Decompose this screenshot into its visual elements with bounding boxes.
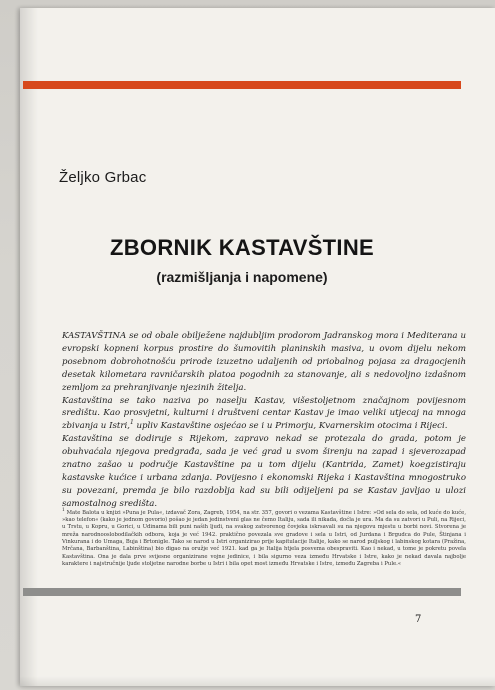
author-name: Željko Grbac — [59, 169, 147, 186]
bottom-gray-rule — [23, 588, 461, 596]
spine-shadow — [20, 8, 38, 686]
page-bottom-edge — [20, 676, 495, 686]
body-paragraph-1: KASTAVŠTINA se od obale obilježene najdubljim prodorom Jadranskog mora i Mediterana u evropski kopneni korpus prostire do šumovitih planinskih masiva, u ovom dijelu nekom posebnom dobrohotnošću prirode izuzetno udaljenih od priobalnog pojasa za dragocjenih desetak kilometara ravničarskih platoa pogodnih za stanovanje, ali s nedovoljno izdašnom zemljom za prehranjivanje njezinih žitelja. — [62, 331, 466, 393]
article-title: ZBORNIK KASTAVŠTINE — [110, 235, 374, 260]
article-subtitle: (razmišljanja i napomene) — [156, 269, 328, 285]
body-paragraph-2-continued: upliv Kastavštine osjećao se i u Primorju, Kvarnerskim otocima i Rijeci. — [133, 421, 448, 432]
footnote-reference: 1 — [129, 419, 134, 427]
book-page — [20, 8, 495, 686]
footnote — [62, 507, 466, 568]
footnote-number: 1 — [62, 508, 65, 513]
body-paragraph-3: Kastavština se dodiruje s Rijekom, zapravo nekad se protezala do grada, potom je obuhvaćala njegova predgrađa, sada je već grad u svom širenju na zapad i sjeverozapad znatno zašao u područje Kastavštine pa u tom dijelu (Kantrida, Zamet) koegzistiraju kastavske kućice i urbana zdanja. Povijesno i ekonomski Rijeka i Kastavština mnogostruko su povezani, premda je bilo razdoblja kad su bili odijeljeni pa se Kastav javljao u ulozi samostalnog središta. — [62, 434, 466, 509]
footnote-text: Mate Balota u knjizi »Puna je Pula«, izdavač Zora, Zagreb, 1954, na str. 357, govori o vezama Kastavštine i Istre: »Od sela do sela, od kuće do kuće, »kao telefon« (kako je jednom govorio) pošao je jedan jedinstveni glas ne čemo Italiju, sada ili nikada, doćla je ura. Ma da su zatvori u Puli, na Rijeci, u Trstu, u Kopru, u Gorici, u Udinama bili puni naših ljudi, na svakog zatvorenog čovjeka iskrsavali su na njegovu mjestu u borbi novi. Stvorena je mreža narodnooslobodilačkih odbora, koja je već 1942. praktično povezala sve gradove i sela u Istri, od Jurdana i Brgudca do Pule, Štinjana i Vinkurana i do Umaga, Buja i Brtonigle. Tako se narod u Istri organizirao prije kapitulacije Italije, kako se narod puljskog i labinskog kotara (Pražina, Mrčana, Barbanština, Labinština) bio digao na oružje već 1921. kad ga je Italija htjela posvema obespraviti. Kao i nekad, u tome je pokretu povela Kastavština. Ona je dala prve svijesne organizirane vojne jedinice, i bila sigurno veza između Hrvatske i Istre, kako je nekad davala najbolje karaktere i najstručnije ljude stoljetne narodne borbe u Istri i bila opet most između Hrvatske i Istre, između Zagreba i Pule.« — [62, 509, 467, 567]
body-paragraph-2-text: Kastavština se tako naziva po naselju Kastav, višestoljetnom značajnom povijesnom središtu. Kao prosvjetni, kulturni i društveni centar Kastav je imao veliki utjecaj na mnoga zbivanja u Istri, — [62, 395, 466, 432]
article-body — [62, 330, 466, 511]
page-number: 7 — [415, 614, 422, 625]
top-red-rule — [23, 81, 461, 89]
body-paragraph-2 — [62, 395, 466, 434]
